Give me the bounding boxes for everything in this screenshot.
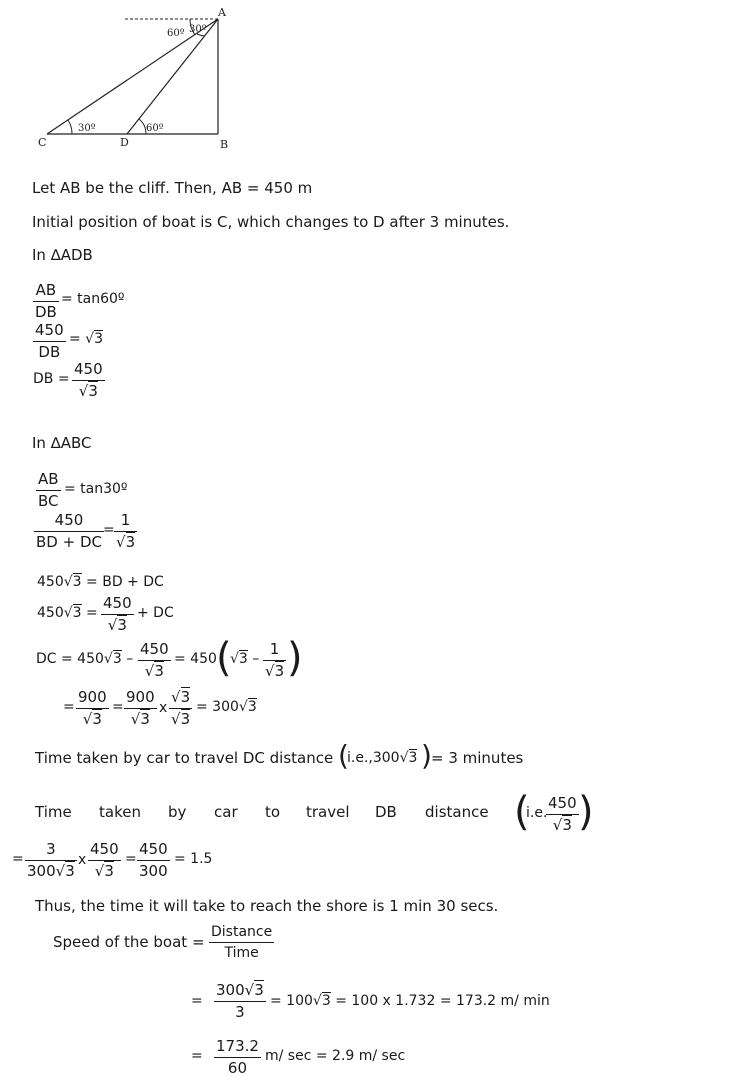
fraction-450-bd-dc: $\frac{450}{BD + DC}$ [36,511,102,551]
fraction-sqrt3-sqrt3: $\frac{√3}{√3}$ [171,688,191,728]
angle-arc-C [68,120,72,134]
angle-label-D: 60º [146,123,164,134]
justified-word: Time [35,803,72,821]
line-AC [47,19,218,134]
fraction-900-sqrt3: $\frac{900}{√3}$ [78,688,107,728]
equation-text: = [191,1048,203,1064]
angle-arc-D [139,119,146,134]
equation-text: i.e.,300√3 [347,750,418,766]
fraction-450-300: $\frac{450}{300}$ [139,840,168,880]
left-paren: ( [514,789,530,835]
fraction-300sqrt3-3: $\frac{300√3}{3}$ [216,981,264,1021]
equation-text: = [112,699,124,715]
equation-text: = [125,851,137,867]
statement-line: Speed of the boat = [53,933,205,951]
equation-text: = [63,699,75,715]
left-paren: ( [338,739,349,772]
equation-text: = 100√3 = 100 x 1.732 = 173.2 m/ min [270,993,550,1009]
justified-word: distance [425,803,489,821]
fraction-1-sqrt3: $\frac{1}{√3}$ [116,511,136,551]
justified-word: to [265,803,281,821]
equation-text: m/ sec = 2.9 m/ sec [265,1048,406,1064]
equation-text: = √3 [69,331,104,347]
right-paren: ) [578,789,594,835]
fraction-ab-bc: $\frac{AB}{BC}$ [38,470,59,510]
statement-line: Initial position of boat is C, which changes to D after 3 minutes. [32,213,510,231]
fraction-450-db: $\frac{450}{DB}$ [35,321,64,361]
equation-text: = 450 [174,651,217,667]
justified-word: by [168,803,187,821]
fraction-450-sqrt3: $\frac{450}{√3}$ [140,640,169,680]
section-heading: In ∆ADB [32,246,93,264]
equation-text: = tan30º [64,481,128,497]
label-D: D [120,136,129,149]
angle-label-A-inner: 30º [189,24,207,35]
fraction-450-sqrt3: $\frac{450}{√3}$ [74,360,103,400]
angle-label-A-outer: 60º [167,28,185,39]
right-paren: ) [287,635,303,681]
equation-text: DC = 450√3 – [36,651,134,667]
equation-text: DB = [33,371,70,387]
equation-text: x [159,700,168,716]
angle-label-C: 30º [78,123,96,134]
justified-word: DB [375,803,397,821]
section-heading: In ∆ABC [32,434,92,452]
equation-text: = [191,993,203,1009]
equation-text: = [12,851,24,867]
equation-text: x [78,852,87,868]
fraction-3-300sqrt3: $\frac{3}{300√3}$ [27,840,75,880]
equation-text: = 300√3 [196,699,257,715]
justified-word: taken [99,803,141,821]
equation-text: i.e. [526,805,548,821]
fraction-ab-db: $\frac{AB}{DB}$ [35,281,57,321]
left-paren: ( [216,635,232,681]
equation-text: 450√3 = BD + DC [37,574,164,590]
justified-word: travel [306,803,350,821]
equation-text: = [103,522,115,538]
fraction-900-sqrt3: $\frac{900}{√3}$ [126,688,155,728]
label-A: A [218,6,226,19]
statement-line: = 3 minutes [431,749,524,767]
equation-text: 450√3 = [37,605,98,621]
cliff-diagram [0,0,729,160]
fraction-450-sqrt3: $\frac{450}{√3}$ [103,594,132,634]
fraction-450-sqrt3: $\frac{450}{√3}$ [90,840,119,880]
statement-line: Let AB be the cliff. Then, AB = 450 m [32,179,313,197]
justified-word: car [214,803,238,821]
statement-line: Time taken by car to travel DC distance [35,749,334,767]
label-B: B [220,138,229,151]
equation-text: + DC [137,605,174,621]
fraction-450-sqrt3: $\frac{450}{√3}$ [548,794,577,834]
right-paren: ) [421,739,432,772]
equation-text: = 1.5 [174,851,213,867]
fraction-173-60: $\frac{173.2}{60}$ [216,1037,259,1077]
label-C: C [38,136,47,149]
equation-text: √3 – [230,651,260,667]
equation-text: = tan60º [61,291,125,307]
fraction-1-sqrt3: $\frac{1}{√3}$ [265,640,285,680]
statement-line: Thus, the time it will take to reach the shore is 1 min 30 secs. [35,897,499,915]
fraction-distance-time: Distance Time [211,924,273,961]
